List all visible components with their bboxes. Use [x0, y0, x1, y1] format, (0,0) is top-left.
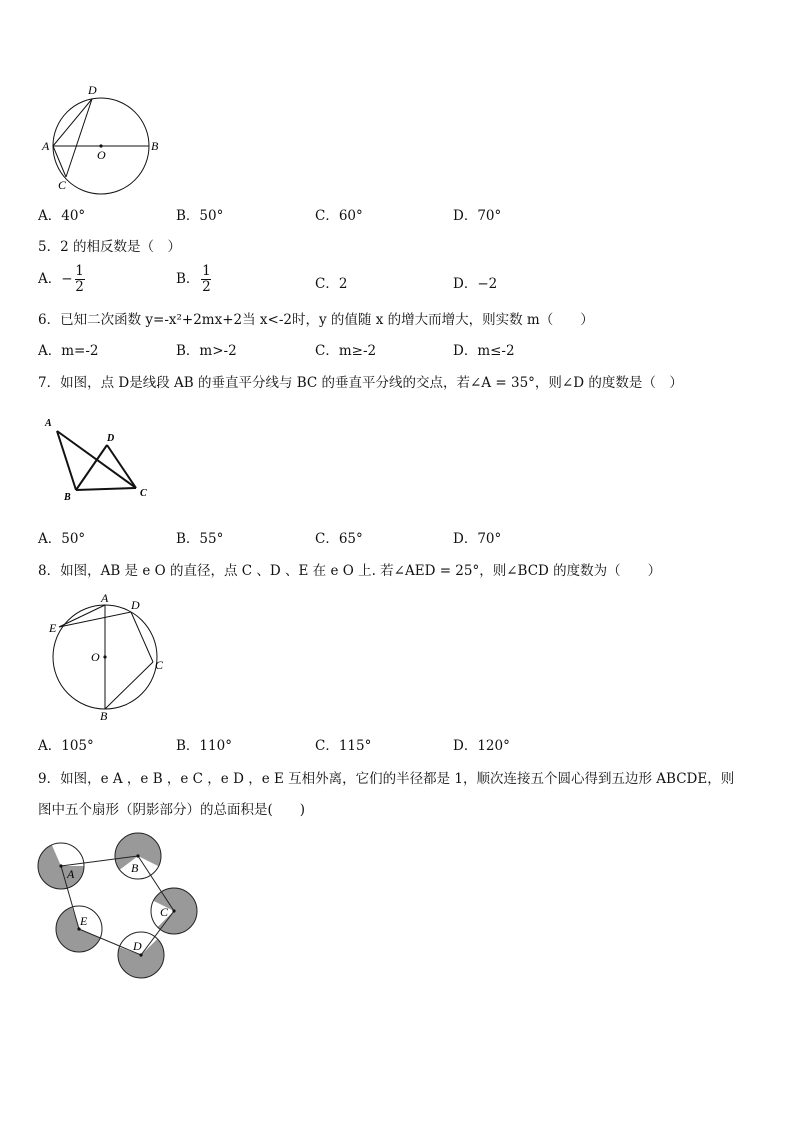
- q8-label-d: D: [131, 598, 140, 612]
- q8-option-b[interactable]: B．110°: [176, 738, 232, 754]
- q4-option-b[interactable]: B．50°: [176, 208, 224, 224]
- q5-option-b[interactable]: [176, 264, 211, 295]
- q9-center-d: [139, 953, 142, 956]
- q6-option-a[interactable]: A．m=-2: [38, 343, 99, 359]
- q9-label-d: D: [133, 939, 142, 953]
- q6-option-d[interactable]: D．m≤-2: [453, 343, 515, 359]
- q4-label-d: D: [88, 83, 97, 97]
- q8-chord-cb: [105, 662, 153, 709]
- q8-label-e: E: [49, 621, 57, 635]
- q6-stem: 6．已知二次函数 y=-x²+2mx+2当 x<-2时，y 的值随 x 的增大而增大，则实数 m（ ）: [38, 312, 594, 328]
- q8-circle-figure: [40, 590, 180, 722]
- q7-label-b: B: [64, 492, 71, 503]
- q4-option-c[interactable]: C．60°: [315, 208, 363, 224]
- q9-label-c: C: [160, 905, 169, 919]
- q9-center-a: [59, 864, 62, 867]
- q4-option-d[interactable]: D．70°: [453, 208, 502, 224]
- q5-option-a-prefix: A．−: [38, 271, 73, 287]
- q6-option-b[interactable]: B．m>-2: [176, 343, 237, 359]
- q9-pentagon-figure: [34, 826, 204, 986]
- q4-label-a: A: [42, 139, 50, 153]
- q6-option-c[interactable]: C．m≥-2: [315, 343, 377, 359]
- q9-label-a: A: [67, 867, 75, 881]
- q8-chord-dc: [131, 612, 153, 662]
- q8-label-c: C: [155, 658, 164, 672]
- q7-segment-ab: [57, 431, 76, 490]
- q8-label-b: B: [100, 709, 108, 723]
- q4-label-b: B: [151, 139, 159, 153]
- q7-stem: 7．如图，点 D是线段 AB 的垂直平分线与 BC 的垂直平分线的交点，若∠A = 35°，则∠D 的度数是（ ）: [38, 375, 683, 391]
- q5-option-a-denominator: 2: [75, 279, 84, 295]
- q5-option-b-denominator: 2: [202, 279, 211, 295]
- q4-option-a[interactable]: A．40°: [38, 208, 86, 224]
- q9-label-b: B: [131, 861, 139, 875]
- q8-option-d[interactable]: D．120°: [453, 738, 510, 754]
- q5-option-b-numerator: 1: [202, 263, 211, 279]
- q7-triangle-figure: [40, 412, 160, 504]
- q8-stem: 8．如图，AB 是 e O 的直径，点 C 、D 、E 在 e O 上. 若∠AED = 25°，则∠BCD 的度数为（ ）: [38, 563, 662, 579]
- q5-option-d[interactable]: D．−2: [453, 276, 498, 292]
- q4-label-o: O: [97, 148, 106, 162]
- q9-center-c: [172, 909, 175, 912]
- q7-option-a[interactable]: A．50°: [38, 531, 86, 547]
- q4-chord-ac: [53, 146, 66, 177]
- q9-stem-line2: 图中五个扇形（阴影部分）的总面积是( ): [38, 802, 306, 818]
- q7-label-d: D: [107, 433, 115, 444]
- q8-option-c[interactable]: C．115°: [315, 738, 372, 754]
- q5-option-b-fraction: [201, 264, 211, 295]
- q7-segment-dc: [107, 445, 136, 488]
- q7-label-a: A: [45, 418, 52, 429]
- q5-option-b-prefix: B．: [176, 271, 200, 287]
- q9-label-e: E: [80, 914, 88, 928]
- q7-segment-bd: [76, 445, 107, 490]
- q4-label-c: C: [58, 178, 67, 192]
- q7-label-c: C: [140, 488, 147, 499]
- q7-option-b[interactable]: B．55°: [176, 531, 224, 547]
- q8-center-dot: [103, 655, 106, 658]
- q4-circle-figure: [38, 80, 168, 195]
- q4-chord-dc: [66, 99, 92, 177]
- q8-label-o: O: [91, 650, 100, 664]
- q5-option-a[interactable]: [38, 264, 85, 295]
- q5-option-a-fraction: [75, 264, 85, 295]
- q9-stem-line1: 9．如图，e A ，e B ，e C ，e D ，e E 互相外离，它们的半径都是 1，顺次连接五个圆心得到五边形 ABCDE，则: [38, 771, 735, 787]
- q7-option-c[interactable]: C．65°: [315, 531, 363, 547]
- q9-center-b: [136, 854, 139, 857]
- q8-chord-ea: [59, 605, 105, 627]
- q8-option-a[interactable]: A．105°: [38, 738, 94, 754]
- q5-option-a-numerator: 1: [75, 263, 84, 279]
- q7-segment-bc: [76, 488, 136, 490]
- q8-chord-ed: [59, 612, 131, 627]
- q7-option-d[interactable]: D．70°: [453, 531, 502, 547]
- q5-option-c[interactable]: C．2: [315, 276, 348, 292]
- q8-label-a: A: [101, 591, 109, 605]
- q5-stem: 5．2 的相反数是（ ）: [38, 239, 181, 255]
